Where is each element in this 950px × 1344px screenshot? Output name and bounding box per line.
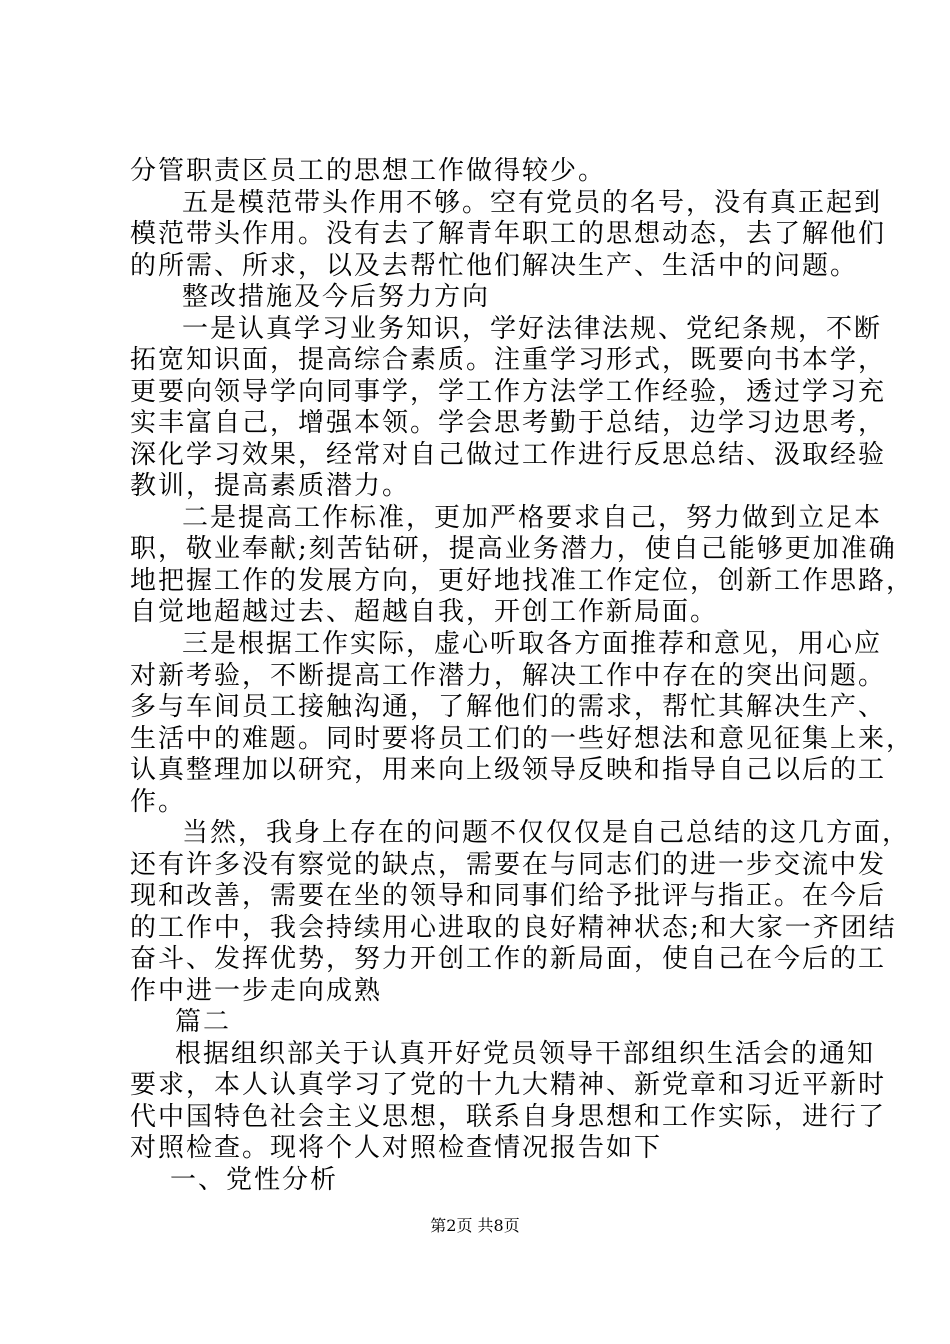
text-line: 对新考验，不断提高工作潜力，解决工作中存在的突出问题。 [130,661,887,691]
text-line: 拓宽知识面，提高综合素质。注重学习形式，既要向书本学， [130,345,887,375]
text-line: 分管职责区员工的思想工作做得较少。 [130,156,607,186]
text-line: 地把握工作的发展方向，更好地找准工作定位，创新工作思路， [130,566,915,596]
text-line: 更要向领导学向同事学，学工作方法学工作经验，透过学习充 [130,377,887,407]
section-heading: 一、党性分析 [170,1165,339,1195]
text-line: 教训，提高素质潜力。 [130,471,411,501]
text-line: 现和改善，需要在坐的领导和同事们给予批评与指正。在今后 [130,881,887,911]
text-line: 职，敬业奉献;刻苦钻研，提高业务潜力，使自己能够更加准确 [130,534,897,564]
text-line: 一是认真学习业务知识，学好法律法规、党纪条规，不断 [182,314,883,344]
text-line: 五是模范带头作用不够。空有党员的名号，没有真正起到 [182,188,883,218]
text-line: 对照检查。现将个人对照检查情况报告如下 [130,1133,663,1163]
text-line: 深化学习效果，经常对自己做过工作进行反思总结、汲取经验 [130,440,887,470]
text-line: 要求，本人认真学习了党的十九大精神、新党章和习近平新时 [130,1070,887,1100]
text-line: 根据组织部关于认真开好党员领导干部组织生活会的通知 [175,1039,876,1069]
section-heading: 整改措施及今后努力方向 [182,282,491,312]
text-line: 代中国特色社会主义思想，联系自身思想和工作实际，进行了 [130,1102,887,1132]
text-line: 多与车间员工接触沟通，了解他们的需求，帮忙其解决生产、 [130,692,887,722]
text-line: 实丰富自己，增强本领。学会思考勤于总结，边学习边思考， [130,408,887,438]
text-line: 作。 [130,787,187,817]
text-line: 认真整理加以研究，用来向上级领导反映和指导自己以后的工 [130,755,887,785]
text-line: 还有许多没有察觉的缺点，需要在与同志们的进一步交流中发 [130,850,887,880]
text-line: 模范带头作用。没有去了解青年职工的思想动态，去了解他们 [130,219,887,249]
text-line: 作中进一步走向成熟 [130,976,383,1006]
text-line: 当然，我身上存在的问题不仅仅仅是自己总结的这几方面， [182,818,911,848]
text-line: 奋斗、发挥优势，努力开创工作的新局面，使自己在今后的工 [130,944,887,974]
text-line: 三是根据工作实际，虚心听取各方面推荐和意见，用心应 [182,629,883,659]
text-line: 生活中的难题。同时要将员工们的一些好想法和意见征集上来， [130,724,915,754]
section-heading: 篇二 [175,1007,232,1037]
text-line: 二是提高工作标准，更加严格要求自己，努力做到立足本 [182,503,883,533]
text-line: 的所需、所求，以及去帮忙他们解决生产、生活中的问题。 [130,251,859,281]
page-number-footer: 第2页 共8页 [430,1216,520,1235]
text-line: 自觉地超越过去、超越自我，开创工作新局面。 [130,597,719,627]
text-line: 的工作中，我会持续用心进取的良好精神状态;和大家一齐团结 [130,913,897,943]
